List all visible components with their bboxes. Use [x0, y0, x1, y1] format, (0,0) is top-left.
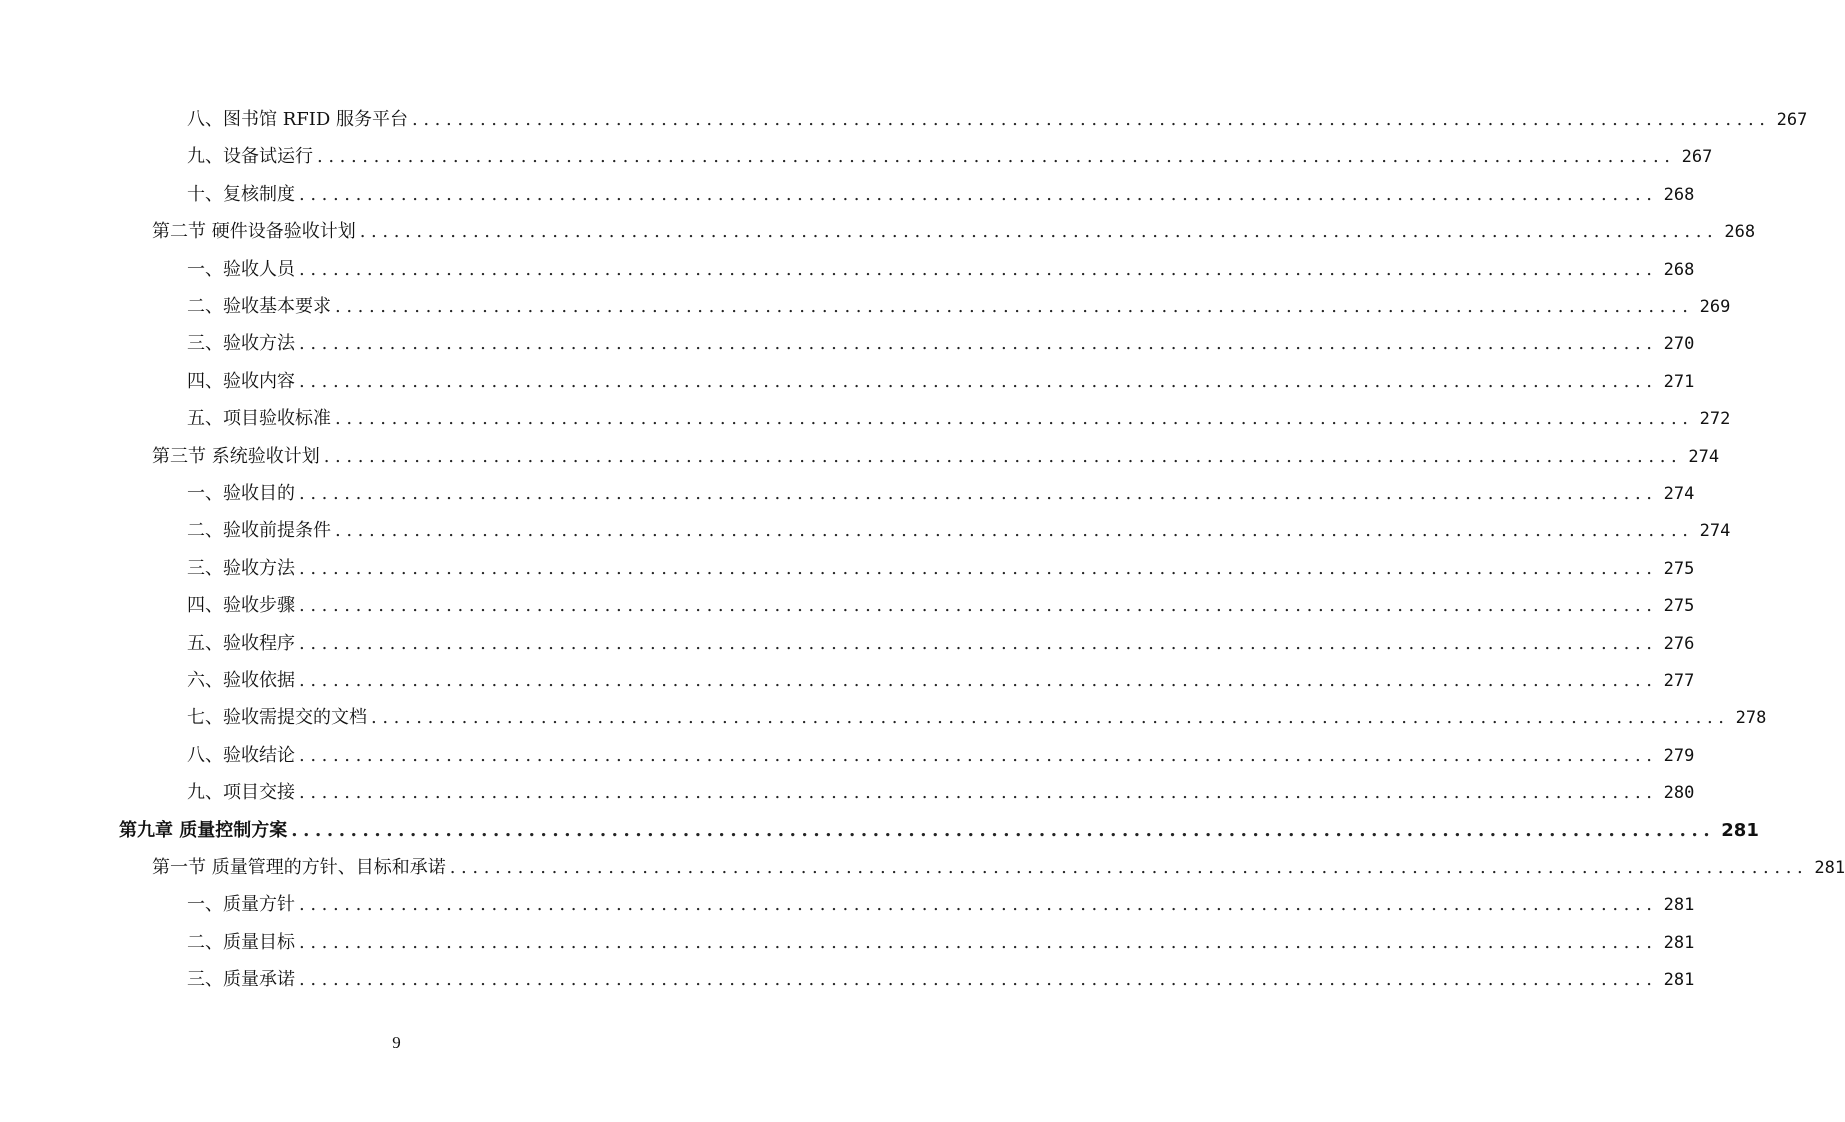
toc-entry-page-number: 274: [1699, 521, 1731, 542]
toc-entry[interactable]: [187, 591, 1695, 621]
toc-entry[interactable]: [152, 217, 1756, 247]
toc-entry-label: 七、验收需提交的文档: [187, 707, 367, 729]
toc-entry-label: 第一节 质量管理的方针、目标和承诺: [152, 857, 446, 878]
page-number: 9: [392, 1033, 401, 1052]
toc-entry-label: 一、质量方针: [187, 894, 295, 916]
toc-entry-page-number: 269: [1699, 297, 1731, 317]
dot-leader: ........................................................................................................................: [412, 109, 1771, 130]
dot-leader: ........................................................................................................................: [299, 670, 1658, 691]
dot-leader: ........................................................................................................................: [371, 707, 1730, 729]
toc-entry-label: 八、图书馆 RFID 服务平台: [187, 109, 409, 130]
dot-leader: ........................................................................................................................: [317, 146, 1676, 168]
toc-entry[interactable]: [187, 292, 1731, 322]
toc-entry-page-number: 274: [1688, 446, 1720, 467]
dot-leader: ........................................................................................................................: [299, 894, 1658, 916]
toc-entry-label: 三、验收方法: [187, 557, 295, 579]
toc-entry-page-number: 277: [1663, 671, 1695, 691]
toc-entry-page-number: 280: [1663, 783, 1695, 804]
toc-entry-label: 第二节 硬件设备验收计划: [152, 221, 356, 243]
toc-entry-page-number: 270: [1663, 334, 1695, 355]
toc-entry-label: 第三节 系统验收计划: [152, 445, 320, 467]
dot-leader: ........................................................................................................................: [299, 969, 1658, 991]
toc-entry-page-number: 281: [1663, 932, 1695, 953]
toc-entry[interactable]: [152, 853, 1845, 883]
toc-entry-label: 九、项目交接: [187, 782, 295, 804]
dot-leader: ........................................................................................................................: [299, 744, 1658, 766]
toc-entry-page-number: 268: [1724, 222, 1756, 243]
toc-entry-page-number: 281: [1663, 895, 1695, 916]
dot-leader: ........................................................................................................................: [323, 445, 1683, 467]
toc-entry-label: 二、质量目标: [187, 931, 295, 953]
toc-entry-label: 八、验收结论: [187, 744, 295, 766]
toc-entry-label: 三、质量承诺: [187, 969, 295, 991]
toc-entry[interactable]: [187, 367, 1695, 397]
toc-entry-page-number: 276: [1663, 633, 1695, 654]
dot-leader: ........................................................................................................................: [291, 819, 1716, 841]
toc-entry[interactable]: [187, 255, 1695, 285]
toc-entry-label: 第九章 质量控制方案: [119, 819, 288, 841]
dot-leader: ........................................................................................................................: [299, 632, 1658, 654]
toc-entry[interactable]: [187, 703, 1767, 733]
toc-entry-label: 十、复核制度: [187, 183, 295, 205]
toc-entry[interactable]: [187, 479, 1695, 509]
toc-entry-label: 六、验收依据: [187, 670, 295, 691]
toc-entry-page-number: 274: [1663, 484, 1695, 504]
toc-entry-label: 一、验收目的: [187, 483, 295, 504]
toc-entry[interactable]: [187, 180, 1695, 210]
toc-entry-page-number: 272: [1699, 409, 1731, 430]
toc-entry-page-number: 267: [1681, 147, 1713, 168]
toc-entry[interactable]: [187, 741, 1695, 771]
toc-entry[interactable]: [187, 890, 1695, 920]
toc-entry-page-number: 281: [1721, 819, 1759, 841]
dot-leader: ........................................................................................................................: [299, 258, 1658, 280]
dot-leader: ........................................................................................................................: [299, 782, 1658, 804]
dot-leader: ........................................................................................................................: [299, 595, 1658, 617]
toc-entry[interactable]: [187, 516, 1731, 546]
toc-entry-page-number: 281: [1663, 970, 1695, 991]
toc-entry-label: 五、项目验收标准: [187, 408, 331, 430]
toc-entry-page-number: 279: [1663, 745, 1695, 766]
dot-leader: ........................................................................................................................: [299, 333, 1658, 355]
toc-entry[interactable]: [187, 554, 1695, 584]
dot-leader: ........................................................................................................................: [335, 408, 1694, 430]
toc-entry-label: 一、验收人员: [187, 258, 295, 280]
toc-entry[interactable]: [187, 142, 1713, 172]
dot-leader: ........................................................................................................................: [359, 221, 1719, 243]
toc-entry[interactable]: [187, 329, 1695, 359]
dot-leader: ........................................................................................................................: [299, 483, 1658, 504]
toc-entry[interactable]: [187, 629, 1695, 659]
toc-entry-page-number: 281: [1814, 858, 1845, 878]
toc-entry[interactable]: [187, 666, 1695, 696]
toc-entry-page-number: 267: [1776, 110, 1808, 130]
toc-entry[interactable]: [187, 105, 1808, 135]
toc-entry-label: 二、验收基本要求: [187, 296, 331, 317]
toc-entry[interactable]: [187, 928, 1695, 958]
toc-entry-label: 四、验收内容: [187, 370, 295, 392]
toc-entry-page-number: 275: [1663, 558, 1695, 579]
dot-leader: ........................................................................................................................: [299, 183, 1658, 205]
toc-entry-page-number: 275: [1663, 596, 1695, 617]
toc-entry[interactable]: [152, 442, 1720, 472]
dot-leader: ........................................................................................................................: [299, 931, 1658, 953]
dot-leader: ........................................................................................................................: [299, 370, 1658, 392]
toc-entry[interactable]: [119, 816, 1759, 846]
dot-leader: ........................................................................................................................: [449, 857, 1809, 878]
toc-entry-page-number: 268: [1663, 184, 1695, 205]
toc-entry-label: 三、验收方法: [187, 333, 295, 355]
dot-leader: ........................................................................................................................: [335, 296, 1694, 317]
toc-entry-page-number: 278: [1735, 708, 1767, 729]
dot-leader: ........................................................................................................................: [335, 520, 1694, 542]
toc-entry-label: 二、验收前提条件: [187, 520, 331, 542]
toc-entry-page-number: 268: [1663, 259, 1695, 280]
toc-entry-label: 四、验收步骤: [187, 595, 295, 617]
toc-entry-page-number: 271: [1663, 371, 1695, 392]
toc-entry[interactable]: [187, 965, 1695, 995]
toc-entry[interactable]: [187, 404, 1731, 434]
dot-leader: ........................................................................................................................: [299, 557, 1658, 579]
toc-entry-label: 九、设备试运行: [187, 146, 313, 168]
toc-entry[interactable]: [187, 778, 1695, 808]
toc-entry-label: 五、验收程序: [187, 632, 295, 654]
